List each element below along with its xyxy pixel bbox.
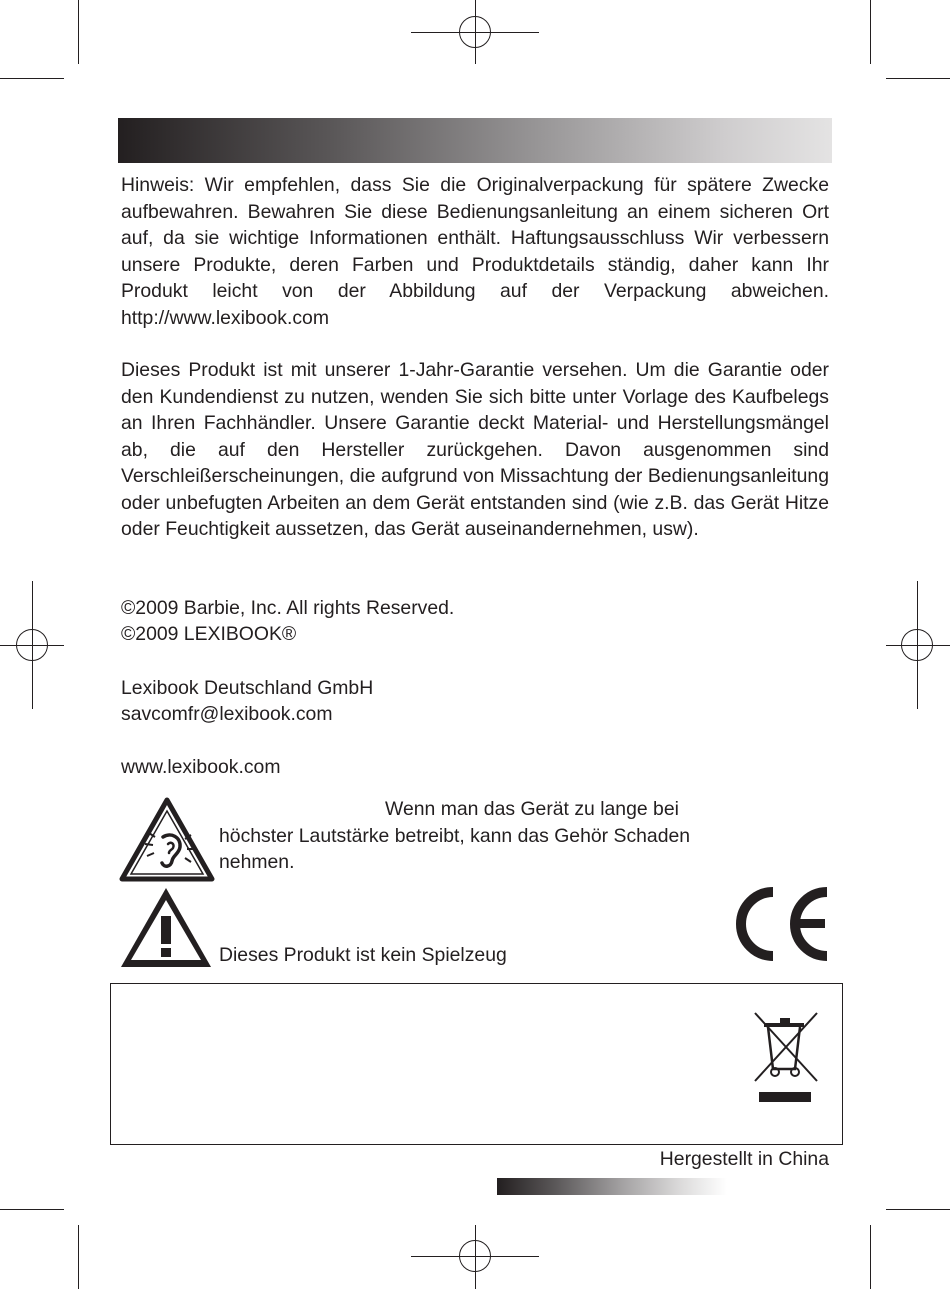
crossed-bin-icon	[751, 1009, 821, 1105]
copyright-barbie: ©2009 Barbie, Inc. All rights Reserved.	[121, 597, 455, 619]
exclamation-warning-icon	[119, 886, 213, 969]
crop-mark	[886, 78, 950, 79]
registration-circle	[459, 1240, 491, 1272]
weee-notice-box	[110, 983, 843, 1145]
ce-mark-icon	[731, 884, 831, 964]
hearing-warning-text: höchster Lautstärke betreibt, kann das Gehör Schaden nehmen.	[219, 824, 691, 873]
footer-gradient-bar	[497, 1178, 727, 1195]
company-name: Lexibook Deutschland GmbH	[121, 677, 374, 699]
crop-mark	[0, 1209, 64, 1210]
contact-email[interactable]: savcomfr@lexibook.com	[121, 703, 333, 725]
crop-mark	[78, 0, 79, 64]
crop-mark	[886, 1209, 950, 1210]
ear-warning-icon	[119, 797, 215, 882]
garantie-text: Dieses Produkt ist mit unserer 1-Jahr-Garantie versehen. Um die Garantie oder den Kundendienst zu nutzen, wenden Sie sich bitte unter Vorlage des Kaufbelegs an Ihren Fachhändler. Unsere Garantie deckt Material- und Herstellungsmängel ab, die auf den Hersteller zurückgehen. Davon ausgenommen sind Verschleißerscheinungen, die aufgrund von Missachtung der Bedienungsanleitung oder unbefugten Arbeiten an dem Gerät entstanden sind (wie z.B. das Gerät Hitze oder Feuchtigkeit aussetzen, das Gerät auseinandernehmen, usw).	[121, 359, 829, 540]
hinweis-paragraph	[121, 172, 829, 331]
crop-mark	[0, 78, 64, 79]
hearing-warning	[219, 796, 729, 876]
crop-mark	[870, 1225, 871, 1289]
garantie-paragraph	[121, 357, 829, 543]
crop-mark	[78, 1225, 79, 1289]
toy-warning: Dieses Produkt ist kein Spielzeug	[219, 944, 507, 966]
hinweis-text: Hinweis: Wir empfehlen, dass Sie die Originalverpackung für spätere Zwecke aufbewahren. Bewahren Sie diese Bedienungsanleitung an einem sicheren Ort auf, da sie wichtige Informationen enthält. Haftungsausschluss Wir verbessern unsere Produkte, deren Farben und Produktdetails ständig, daher kann Ihr Produkt leicht von der Abbildung auf der Verpackung abweichen. http://www.lexibook.com	[121, 174, 829, 329]
copyright-lexibook: ©2009 LEXIBOOK®	[121, 623, 297, 645]
made-in-china: Hergestellt in China	[659, 1148, 829, 1170]
registration-circle	[459, 16, 491, 48]
header-gradient-bar	[118, 118, 832, 163]
website-link[interactable]: www.lexibook.com	[121, 756, 281, 778]
crop-mark	[870, 0, 871, 64]
registration-circle	[16, 629, 48, 661]
registration-circle	[901, 629, 933, 661]
hearing-warning-line1: Wenn man das Gerät zu lange bei	[385, 798, 679, 820]
